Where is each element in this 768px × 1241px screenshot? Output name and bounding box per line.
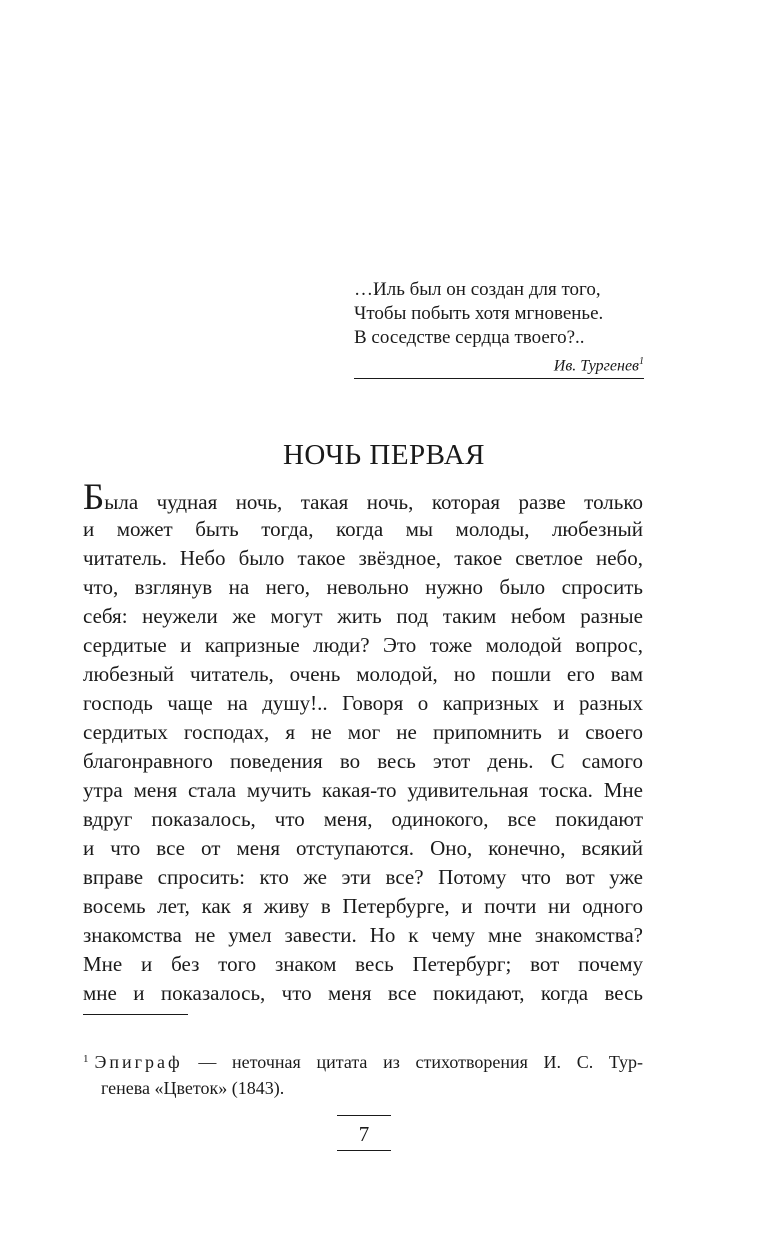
first-line-text: ыла чудная ночь, такая ночь, которая разве только [104, 490, 643, 514]
footnote [83, 1046, 643, 1101]
page-number-rule-top [337, 1115, 391, 1116]
body-line: вдруг показалось, что меня, одинокого, все покидают [83, 807, 643, 831]
body-line: мне и показалось, что меня все покидают, когда весь [83, 981, 643, 1005]
body-line: себя: неужели же могут жить под таким небом разные [83, 604, 643, 628]
body-line: любезный читатель, очень молодой, но пошли его вам [83, 662, 643, 686]
body-line: восемь лет, как я живу в Петербурге, и почти ни одного [83, 894, 643, 918]
body-line-first [83, 477, 643, 518]
epigraph-author-name: Ив. Тургенев [553, 357, 639, 375]
page-number: 7 [358, 1122, 370, 1146]
body-line: и что все от меня отступаются. Оно, конечно, всякий [83, 836, 643, 860]
epigraph-footnote-marker: 1 [639, 356, 644, 367]
body-line: Мне и без того знаком весь Петербург; вот почему [83, 952, 643, 976]
chapter-body [83, 477, 643, 1008]
body-line: господь чаще на душу!.. Говоря о капризных и разных [83, 691, 643, 715]
footnote-term: Эпиграф [94, 1052, 183, 1072]
epigraph-author [354, 351, 644, 377]
epigraph [354, 278, 644, 377]
epigraph-line: …Иль был он создан для того, [354, 279, 601, 300]
body-line: благонравного поведения во весь этот день. С самого [83, 749, 643, 773]
body-line: сердитых господах, я не мог не припомнить и своего [83, 720, 643, 744]
footnote-line: генева «Цветок» (1843). [101, 1078, 285, 1098]
body-line: вправе спросить: кто же эти все? Потому что вот уже [83, 865, 643, 889]
body-line: что, взглянув на него, невольно нужно было спросить [83, 575, 643, 599]
page-number-rule-bottom [337, 1150, 391, 1151]
body-line: утра меня стала мучить какая-то удивительная тоска. Мне [83, 778, 643, 802]
body-line: и может быть тогда, когда мы молоды, любезный [83, 517, 643, 541]
epigraph-line: В соседстве сердца твоего?.. [354, 327, 585, 348]
footnote-divider [83, 1014, 188, 1015]
body-line: сердитые и капризные люди? Это тоже молодой вопрос, [83, 633, 643, 657]
footnote-line [83, 1046, 643, 1075]
epigraph-divider [354, 378, 644, 379]
epigraph-line: Чтобы побыть хотя мгновенье. [354, 303, 604, 324]
footnote-marker: 1 [83, 1053, 89, 1065]
body-line: знакомства не умел завести. Но к чему мне знакомства? [83, 923, 643, 947]
footnote-text: — неточная цитата из стихотворения И. С. Тур- [182, 1052, 643, 1072]
body-line: читатель. Небо было такое звёздное, такое светлое небо, [83, 546, 643, 570]
chapter-title: НОЧЬ ПЕРВАЯ [282, 439, 485, 471]
drop-cap: Б [83, 477, 105, 518]
